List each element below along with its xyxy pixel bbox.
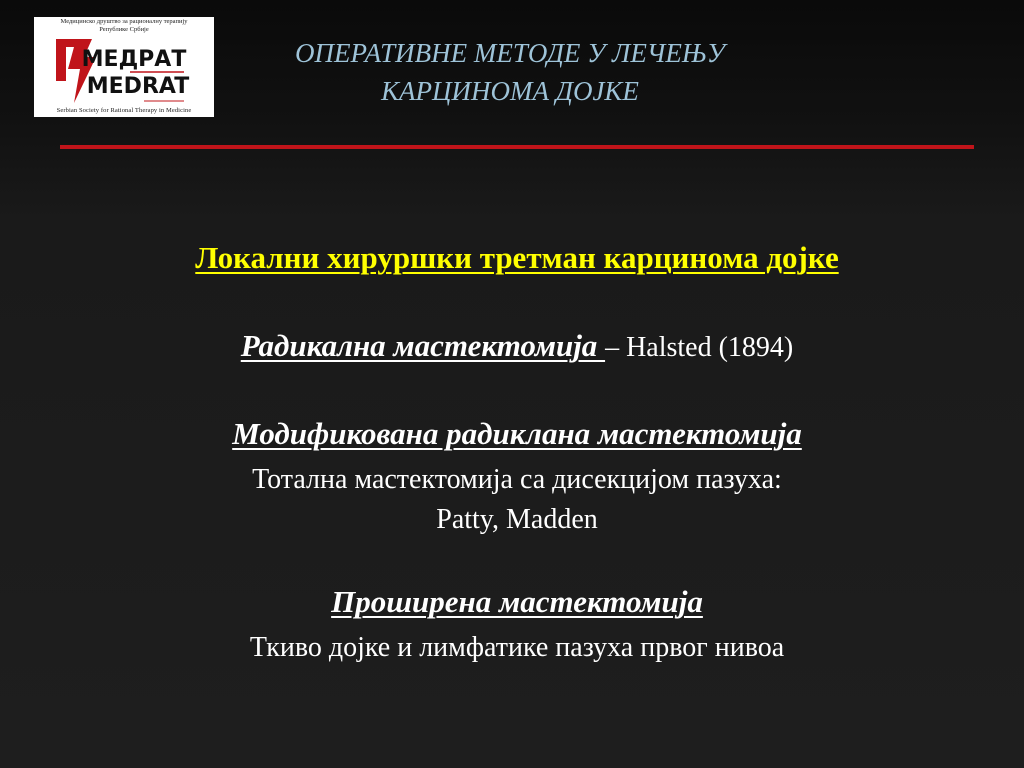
slide-title [230,34,790,110]
extended-description: Ткиво дојке и лимфатике пазуха првог нивоа [249,632,785,663]
modified-authors: Patty, Madden [436,504,598,535]
logo-mark-icon [34,17,214,117]
list-item-radical [20,326,1014,372]
list-item-extended [20,582,1014,668]
slide-title-line-1: ОПЕРАТИВНЕ МЕТОДЕ У ЛЕЧЕЊУ [295,38,725,68]
logo-society-name: Медицинско друштво за рационалну терапију [60,18,188,25]
term-radical-mastectomy: Радикална мастектомија [240,328,606,363]
medrat-logo [34,17,214,117]
term-radical-author: – Halsted (1894) [605,332,794,363]
term-extended-mastectomy: Проширена мастектомија [331,584,703,619]
list-item-modified [20,414,1014,540]
logo-society-region: Републике Србије [99,26,149,33]
title-divider [60,145,974,149]
slide-body [20,236,1014,668]
modified-description: Тотална мастектомија са дисекцијом пазуха: [252,464,782,495]
logo-word-latin: MEDRAT [86,74,190,99]
logo-word-cyrillic: МЕДРАТ [81,47,187,72]
term-modified-mastectomy: Модификована радиклана мастектомија [232,416,802,451]
section-heading: Локални хируршки третман карцинома дојке [195,240,839,275]
logo-society-english: Serbian Society for Rational Therapy in Medicine [56,107,192,114]
slide-title-line-2: КАРЦИНОМА ДОЈКЕ [381,76,639,106]
